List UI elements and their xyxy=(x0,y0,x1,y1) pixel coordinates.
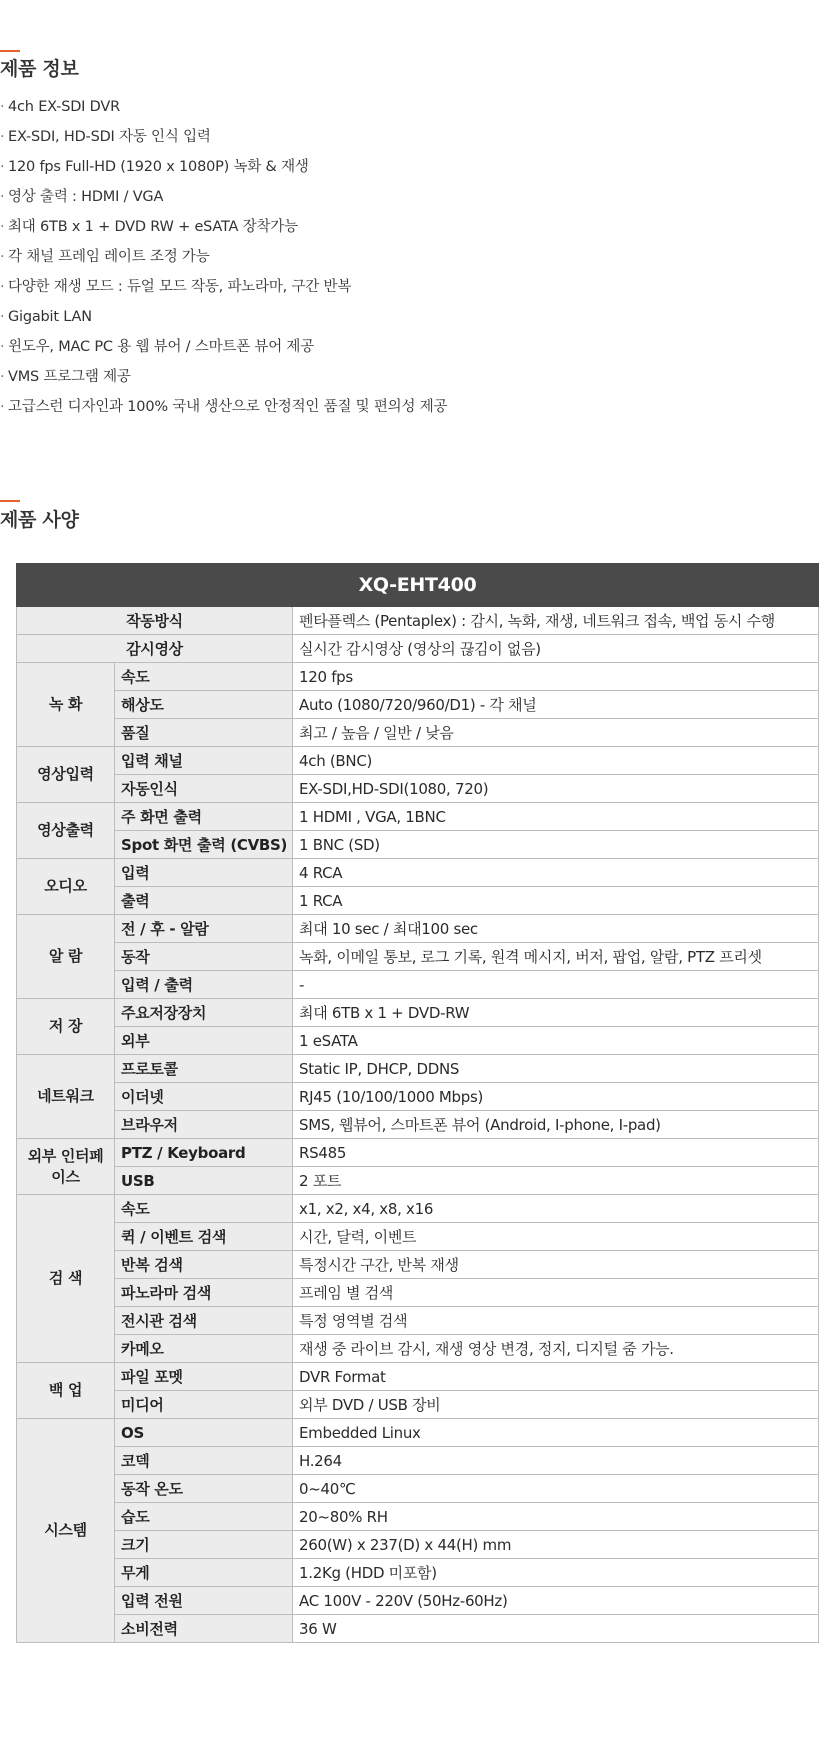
spec-label: 주요저장장치 xyxy=(115,999,293,1027)
table-row xyxy=(17,635,819,663)
spec-label: 무게 xyxy=(115,1559,293,1587)
spec-group-label: 검 색 xyxy=(17,1195,115,1363)
info-item: · EX-SDI, HD-SDI 자동 인식 입력 xyxy=(0,122,447,152)
spec-value: H.264 xyxy=(293,1447,819,1475)
table-row xyxy=(17,859,819,887)
spec-value: 프레임 별 검색 xyxy=(293,1279,819,1307)
spec-value: 재생 중 라이브 감시, 재생 영상 변경, 정지, 디지털 줌 가능. xyxy=(293,1335,819,1363)
spec-group-label: 영상입력 xyxy=(17,747,115,803)
spec-section-title: 제품 사양 xyxy=(0,509,79,531)
spec-label: 속도 xyxy=(115,663,293,691)
table-row xyxy=(17,1503,819,1531)
spec-label: 작동방식 xyxy=(17,607,293,635)
info-item: · 120 fps Full-HD (1920 x 1080P) 녹화 & 재생 xyxy=(0,152,447,182)
table-row xyxy=(17,775,819,803)
spec-value: 1.2Kg (HDD 미포함) xyxy=(293,1559,819,1587)
table-row xyxy=(17,1475,819,1503)
spec-label: Spot 화면 출력 (CVBS) xyxy=(115,831,293,859)
table-row xyxy=(17,1531,819,1559)
spec-label: 입력 채널 xyxy=(115,747,293,775)
spec-value: Auto (1080/720/960/D1) - 각 채널 xyxy=(293,691,819,719)
spec-label: 동작 온도 xyxy=(115,1475,293,1503)
table-row xyxy=(17,1587,819,1615)
spec-value: 최고 / 높음 / 일반 / 낮음 xyxy=(293,719,819,747)
info-item: · VMS 프로그램 제공 xyxy=(0,362,447,392)
spec-label: 파노라마 검색 xyxy=(115,1279,293,1307)
spec-label: 소비전력 xyxy=(115,1615,293,1643)
table-row xyxy=(17,1391,819,1419)
spec-label: 품질 xyxy=(115,719,293,747)
spec-label: OS xyxy=(115,1419,293,1447)
info-item: · 윈도우, MAC PC 용 웹 뷰어 / 스마트폰 뷰어 제공 xyxy=(0,332,447,362)
table-row xyxy=(17,1447,819,1475)
spec-label: PTZ / Keyboard xyxy=(115,1139,293,1167)
spec-value: x1, x2, x4, x8, x16 xyxy=(293,1195,819,1223)
table-row xyxy=(17,1055,819,1083)
spec-label: 카메오 xyxy=(115,1335,293,1363)
spec-label: 코덱 xyxy=(115,1447,293,1475)
spec-value: RS485 xyxy=(293,1139,819,1167)
table-row xyxy=(17,971,819,999)
spec-group-label: 시스템 xyxy=(17,1419,115,1643)
spec-label: 입력 xyxy=(115,859,293,887)
spec-value: 0~40℃ xyxy=(293,1475,819,1503)
table-row xyxy=(17,831,819,859)
spec-group-label: 녹 화 xyxy=(17,663,115,747)
spec-value: DVR Format xyxy=(293,1363,819,1391)
spec-label: 동작 xyxy=(115,943,293,971)
spec-label: 브라우저 xyxy=(115,1111,293,1139)
spec-label: 입력 / 출력 xyxy=(115,971,293,999)
table-row xyxy=(17,663,819,691)
table-row xyxy=(17,1279,819,1307)
spec-label: 해상도 xyxy=(115,691,293,719)
table-row xyxy=(17,1335,819,1363)
table-row xyxy=(17,1251,819,1279)
spec-value: 최대 6TB x 1 + DVD-RW xyxy=(293,999,819,1027)
spec-label: 미디어 xyxy=(115,1391,293,1419)
table-row xyxy=(17,1027,819,1055)
table-row xyxy=(17,1307,819,1335)
table-row xyxy=(17,887,819,915)
spec-label: 프로토콜 xyxy=(115,1055,293,1083)
spec-value: 특정시간 구간, 반복 재생 xyxy=(293,1251,819,1279)
spec-value: 120 fps xyxy=(293,663,819,691)
spec-label: 감시영상 xyxy=(17,635,293,663)
info-item: · 4ch EX-SDI DVR xyxy=(0,92,447,122)
spec-label: 자동인식 xyxy=(115,775,293,803)
table-row xyxy=(17,915,819,943)
spec-value: 260(W) x 237(D) x 44(H) mm xyxy=(293,1531,819,1559)
spec-value: 36 W xyxy=(293,1615,819,1643)
spec-value: EX-SDI,HD-SDI(1080, 720) xyxy=(293,775,819,803)
spec-value: Embedded Linux xyxy=(293,1419,819,1447)
spec-label: 퀵 / 이벤트 검색 xyxy=(115,1223,293,1251)
table-row xyxy=(17,1615,819,1643)
table-row xyxy=(17,803,819,831)
table-row xyxy=(17,1111,819,1139)
spec-label: 반복 검색 xyxy=(115,1251,293,1279)
spec-label: 습도 xyxy=(115,1503,293,1531)
table-row xyxy=(17,1139,819,1167)
table-row xyxy=(17,691,819,719)
spec-label: 파일 포멧 xyxy=(115,1363,293,1391)
info-item: · 각 채널 프레임 레이트 조정 가능 xyxy=(0,242,447,272)
spec-header-row xyxy=(17,564,819,607)
spec-value: 4ch (BNC) xyxy=(293,747,819,775)
table-row xyxy=(17,1083,819,1111)
table-row xyxy=(17,1559,819,1587)
spec-group-label: 외부 인터페이스 xyxy=(17,1139,115,1195)
table-row xyxy=(17,1363,819,1391)
spec-value: 외부 DVD / USB 장비 xyxy=(293,1391,819,1419)
spec-value: RJ45 (10/100/1000 Mbps) xyxy=(293,1083,819,1111)
spec-group-label: 백 업 xyxy=(17,1363,115,1419)
table-row xyxy=(17,1419,819,1447)
spec-value: SMS, 웹뷰어, 스마트폰 뷰어 (Android, I-phone, I-pad) xyxy=(293,1111,819,1139)
spec-value: Static IP, DHCP, DDNS xyxy=(293,1055,819,1083)
spec-value: AC 100V - 220V (50Hz-60Hz) xyxy=(293,1587,819,1615)
spec-value: 최대 10 sec / 최대100 sec xyxy=(293,915,819,943)
spec-value: 2 포트 xyxy=(293,1167,819,1195)
table-row xyxy=(17,943,819,971)
spec-label: 입력 전원 xyxy=(115,1587,293,1615)
table-row xyxy=(17,999,819,1027)
spec-value: 1 eSATA xyxy=(293,1027,819,1055)
model-name: XQ-EHT400 xyxy=(17,564,819,607)
spec-label: 출력 xyxy=(115,887,293,915)
table-row xyxy=(17,1195,819,1223)
spec-label: 속도 xyxy=(115,1195,293,1223)
info-item: · 영상 출력 : HDMI / VGA xyxy=(0,182,447,212)
spec-label: 크기 xyxy=(115,1531,293,1559)
spec-value: 1 BNC (SD) xyxy=(293,831,819,859)
spec-table xyxy=(16,563,819,1643)
info-feature-list xyxy=(0,92,447,422)
spec-value: 녹화, 이메일 통보, 로그 기록, 원격 메시지, 버저, 팝업, 알람, PTZ 프리셋 xyxy=(293,943,819,971)
spec-group-label: 알 람 xyxy=(17,915,115,999)
spec-label: 전시관 검색 xyxy=(115,1307,293,1335)
spec-value: 실시간 감시영상 (영상의 끊김이 없음) xyxy=(293,635,819,663)
info-item: · 최대 6TB x 1 + DVD RW + eSATA 장착가능 xyxy=(0,212,447,242)
table-row xyxy=(17,1167,819,1195)
info-section-accent xyxy=(0,50,20,52)
spec-section-accent xyxy=(0,500,20,502)
info-section-title: 제품 정보 xyxy=(0,58,79,80)
spec-value: - xyxy=(293,971,819,999)
spec-label: 주 화면 출력 xyxy=(115,803,293,831)
spec-label: 전 / 후 - 알람 xyxy=(115,915,293,943)
spec-value: 1 RCA xyxy=(293,887,819,915)
table-row xyxy=(17,1223,819,1251)
info-item: · Gigabit LAN xyxy=(0,302,447,332)
spec-group-label: 오디오 xyxy=(17,859,115,915)
spec-value: 1 HDMI , VGA, 1BNC xyxy=(293,803,819,831)
spec-group-label: 저 장 xyxy=(17,999,115,1055)
spec-value: 시간, 달력, 이벤트 xyxy=(293,1223,819,1251)
spec-value: 20~80% RH xyxy=(293,1503,819,1531)
spec-value: 특정 영역별 검색 xyxy=(293,1307,819,1335)
info-item: · 다양한 재생 모드 : 듀얼 모드 작동, 파노라마, 구간 반복 xyxy=(0,272,447,302)
info-item: · 고급스런 디자인과 100% 국내 생산으로 안정적인 품질 및 편의성 제공 xyxy=(0,392,447,422)
spec-value: 펜타플렉스 (Pentaplex) : 감시, 녹화, 재생, 네트워크 접속, 백업 동시 수행 xyxy=(293,607,819,635)
spec-label: 이더넷 xyxy=(115,1083,293,1111)
spec-value: 4 RCA xyxy=(293,859,819,887)
table-row xyxy=(17,747,819,775)
spec-group-label: 네트워크 xyxy=(17,1055,115,1139)
spec-group-label: 영상출력 xyxy=(17,803,115,859)
spec-label: 외부 xyxy=(115,1027,293,1055)
table-row xyxy=(17,719,819,747)
spec-label: USB xyxy=(115,1167,293,1195)
table-row xyxy=(17,607,819,635)
